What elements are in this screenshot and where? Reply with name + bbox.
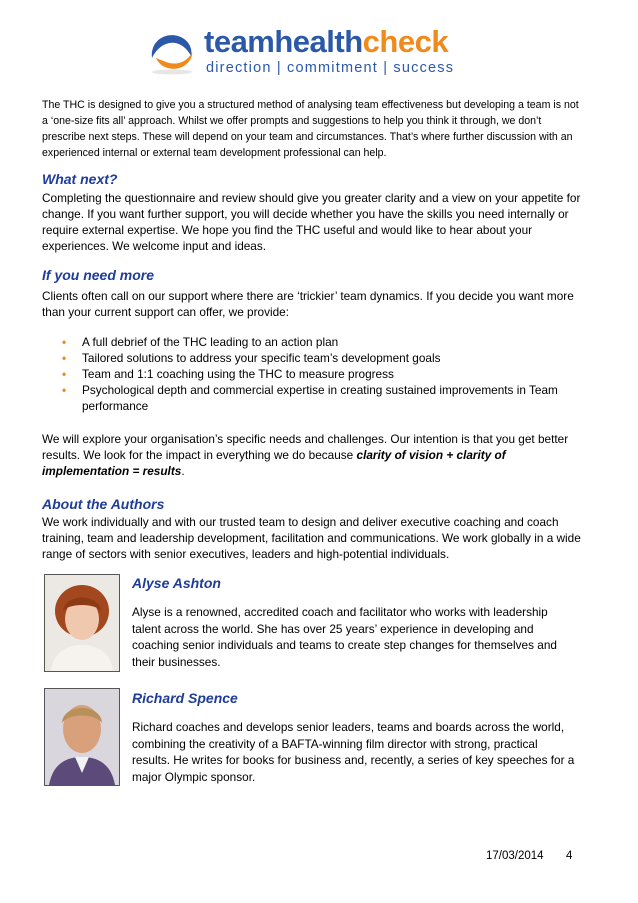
authors-paragraph: We work individually and with our trusted team to design and deliver executive coaching and coach training, team and leadership development, facilitation and communications. We work globally in a wide range of sectors with senior executives, leaders and high-potential individuals.	[42, 515, 581, 561]
logo-tagline: direction | commitment | success	[206, 60, 455, 76]
logo-word-check: check	[362, 24, 449, 59]
author-name-alyse: Alyse Ashton	[132, 575, 221, 591]
list-item	[62, 350, 582, 366]
logo-word-team: team	[204, 24, 275, 59]
author-photo-alyse	[44, 574, 120, 672]
portrait-woman-icon	[45, 575, 119, 671]
bullet-icon: •	[62, 335, 67, 349]
footer-page-number: 4	[566, 850, 573, 862]
logo-word-health: health	[274, 24, 363, 59]
list-item-text: Psychological depth and commercial expertise in creating sustained improvements in Team performance	[82, 383, 558, 413]
portrait-man-icon	[45, 689, 119, 785]
closing-paragraph	[42, 431, 582, 479]
heading-about-authors: About the Authors	[42, 496, 165, 512]
teamhealthcheck-logo	[146, 26, 486, 82]
footer-date: 17/03/2014	[486, 850, 544, 862]
heading-need-more: If you need more	[42, 267, 155, 283]
intro-paragraph: The THC is designed to give you a structured method of analysing team effectiveness but developing a team is not a ‘one-size fits all’ approach. Whilst we offer prompts and suggestions to help you think it through, we don’t prescribe next steps. These will depend on your team and circumstances. That’s where further discussion with an experienced internal or external team development professional can help.	[42, 99, 579, 159]
bullet-icon: •	[62, 383, 67, 397]
list-item	[62, 382, 582, 414]
author-photo-richard	[44, 688, 120, 786]
heading-what-next: What next?	[42, 171, 118, 187]
services-list	[62, 334, 582, 414]
logo-swoosh-icon	[146, 28, 198, 76]
list-item-text: Tailored solutions to address your specific team’s development goals	[82, 351, 441, 365]
bullet-icon: •	[62, 351, 67, 365]
author-bio-richard: Richard coaches and develops senior leaders, teams and boards across the world, combining the creativity of a BAFTA-winning film director with strong, practical results. He writes for books for business and, recently, a series of key speeches for a major Olympic sponsor.	[132, 720, 575, 784]
author-name-richard: Richard Spence	[132, 690, 238, 706]
closing-end: .	[181, 464, 185, 478]
what-next-paragraph: Completing the questionnaire and review should give you greater clarity and a view on your appetite for change. If you want further support, you will decide whether you have the skills you need internally or require external expertise. We hope you find the THC useful and would like to hear about your experiences. We welcome input and ideas.	[42, 191, 581, 253]
closing-text: We will explore your organisation’s specific needs and challenges. Our intention is that you get better results. We look for the impact in everything we do because	[42, 432, 569, 462]
list-item	[62, 334, 582, 350]
list-item	[62, 366, 582, 382]
author-bio-alyse: Alyse is a renowned, accredited coach and facilitator who works with leadership talent across the world. She has over 25 years’ experience in developing and coaching senior individuals and teams to create step changes for themselves and their businesses.	[132, 605, 557, 669]
list-item-text: Team and 1:1 coaching using the THC to measure progress	[82, 367, 394, 381]
closing-emphasis: clarity of vision + clarity of implementation = results	[42, 448, 506, 478]
bullet-icon: •	[62, 367, 67, 381]
logo-wordmark	[204, 24, 448, 60]
need-more-paragraph: Clients often call on our support where there are ‘trickier’ team dynamics. If you decide you want more than your current support can offer, we provide:	[42, 289, 574, 319]
list-item-text: A full debrief of the THC leading to an action plan	[82, 335, 339, 349]
